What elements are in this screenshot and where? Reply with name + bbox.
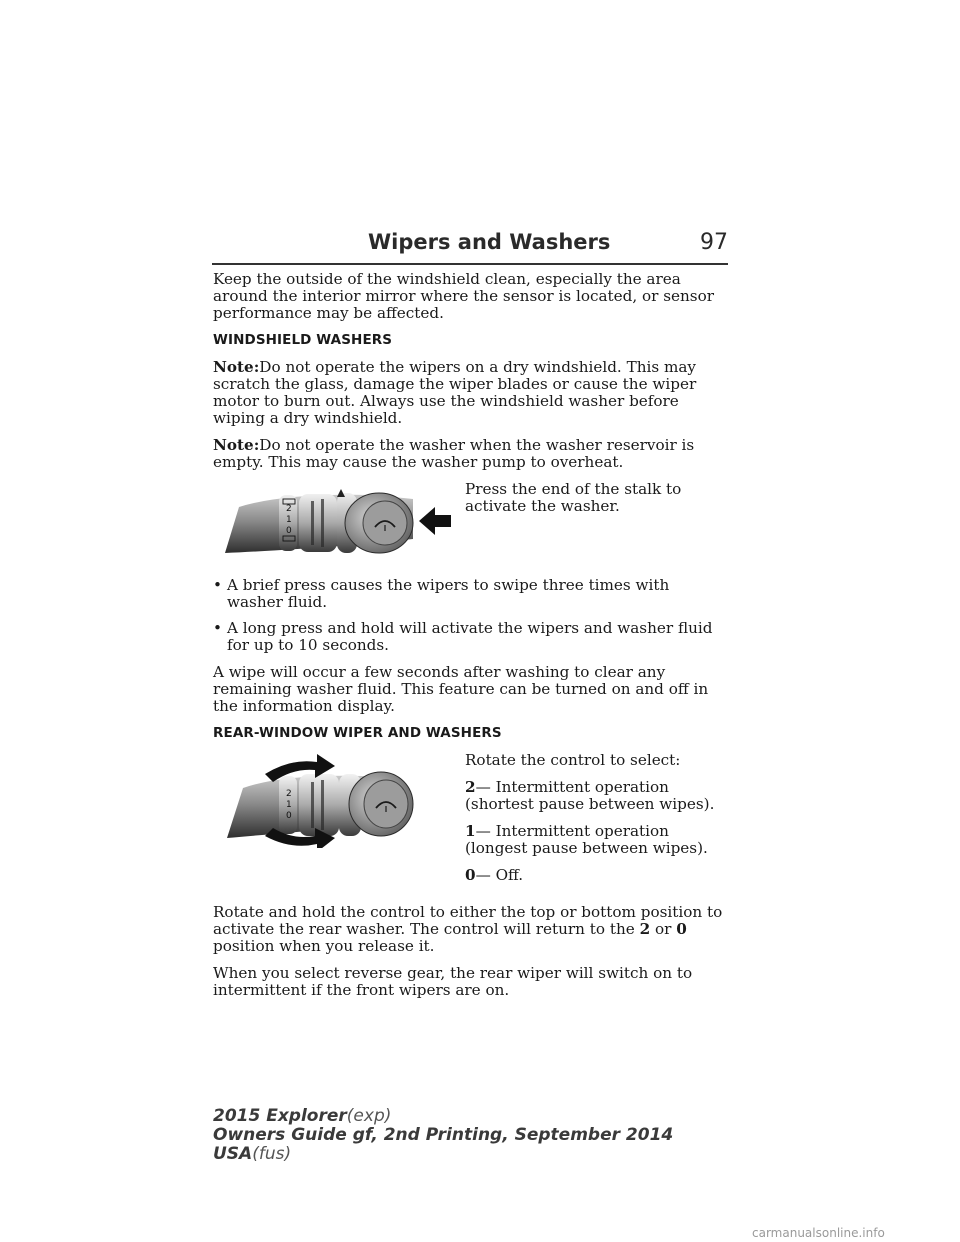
list-item-text: A long press and hold will activate the wipers and washer fluid for up to 10 seconds. xyxy=(227,619,713,654)
rear-wiper-heading: REAR-WINDOW WIPER AND WASHERS xyxy=(213,725,502,741)
footer-model-code: (exp) xyxy=(346,1106,392,1126)
position-text: — Off. xyxy=(475,866,524,884)
wipe-after-wash-paragraph: A wipe will occur a few seconds after washing to clear any remaining washer fluid. This feature can be turned on and off in the information display. xyxy=(213,663,709,715)
note-label: Note: xyxy=(213,436,260,454)
position-text: — Intermittent operation (longest pause between wipes). xyxy=(465,822,708,857)
position-mark-1: 1 xyxy=(286,800,292,810)
washer-stalk-figure xyxy=(213,481,465,567)
list-item xyxy=(213,620,725,654)
position-mark-1: 1 xyxy=(286,515,292,525)
position-1-description xyxy=(465,823,725,857)
section-title: Wipers and Washers xyxy=(368,230,611,254)
wiper-stalk-press-illustration xyxy=(213,481,453,563)
press-arrow-icon xyxy=(419,507,451,535)
note-empty-reservoir xyxy=(213,437,725,471)
footer-printing: Owners Guide gf, 2nd Printing, September 2014 xyxy=(213,1125,674,1145)
position-key: 1 xyxy=(465,822,476,840)
note-text: Do not operate the wipers on a dry windshield. This may scratch the glass, damage the wiper blades or cause the wiper motor to burn out. Always use the windshield washer before wiping a dry windshield. xyxy=(213,358,697,427)
note-text: Do not operate the washer when the washer reservoir is empty. This may cause the washer pump to overheat. xyxy=(213,436,695,471)
rear-washer-paragraph xyxy=(213,904,725,955)
washer-figure-row xyxy=(213,481,725,567)
position-key: 2 xyxy=(465,778,476,796)
windshield-washers-heading: WINDSHIELD WASHERS xyxy=(213,332,393,348)
washer-figure-caption: Press the end of the stalk to activate the washer. xyxy=(465,480,682,515)
washer-press-list xyxy=(213,577,725,654)
note-label: Note: xyxy=(213,358,260,376)
position-mark-0: 0 xyxy=(286,526,292,536)
position-0-description xyxy=(465,867,725,884)
intro-paragraph: Keep the outside of the windshield clean, especially the area around the interior mirror where the sensor is located, or sensor performance may be affected. xyxy=(213,270,714,322)
hold-key-b: 0 xyxy=(676,920,687,938)
hold-text-start: Rotate and hold the control to either the top or bottom position to activate the rear washer. The control will return to the xyxy=(213,903,723,938)
bullet-glyph: • xyxy=(213,576,222,594)
position-key: 0 xyxy=(465,866,476,884)
bullet-glyph: • xyxy=(213,619,222,637)
rear-wiper-rotate-illustration xyxy=(213,752,453,848)
footer-region-code: (fus) xyxy=(252,1144,292,1164)
position-2-description xyxy=(465,779,725,813)
list-item-text: A brief press causes the wipers to swipe three times with washer fluid. xyxy=(227,576,670,611)
watermark: carmanualsonline.info xyxy=(752,1226,885,1240)
position-text: — Intermittent operation (shortest pause between wipes). xyxy=(465,778,715,813)
footer-line-model xyxy=(213,1107,673,1126)
footer-model: 2015 Explorer xyxy=(213,1106,347,1126)
hold-or: or xyxy=(654,920,672,938)
hold-text-end: position when you release it. xyxy=(213,937,435,955)
footer-region: USA xyxy=(213,1144,253,1164)
note-dry-windshield xyxy=(213,359,725,427)
rotate-instruction: Rotate the control to select: xyxy=(465,751,681,769)
page-footer xyxy=(213,1107,673,1164)
rear-control-figure xyxy=(213,752,465,894)
page-number: 97 xyxy=(700,230,728,255)
position-mark-2: 2 xyxy=(286,789,292,799)
position-mark-2: 2 xyxy=(286,504,292,514)
hold-key-a: 2 xyxy=(639,920,651,938)
footer-line-region xyxy=(213,1145,673,1164)
list-item xyxy=(213,577,725,611)
header-rule xyxy=(212,263,728,265)
reverse-gear-paragraph: When you select reverse gear, the rear wiper will switch on to intermittent if the front wipers are on. xyxy=(213,964,693,999)
page-content xyxy=(213,271,725,1009)
rear-figure-row xyxy=(213,752,725,894)
page-header xyxy=(212,230,728,262)
position-mark-0: 0 xyxy=(286,811,292,821)
